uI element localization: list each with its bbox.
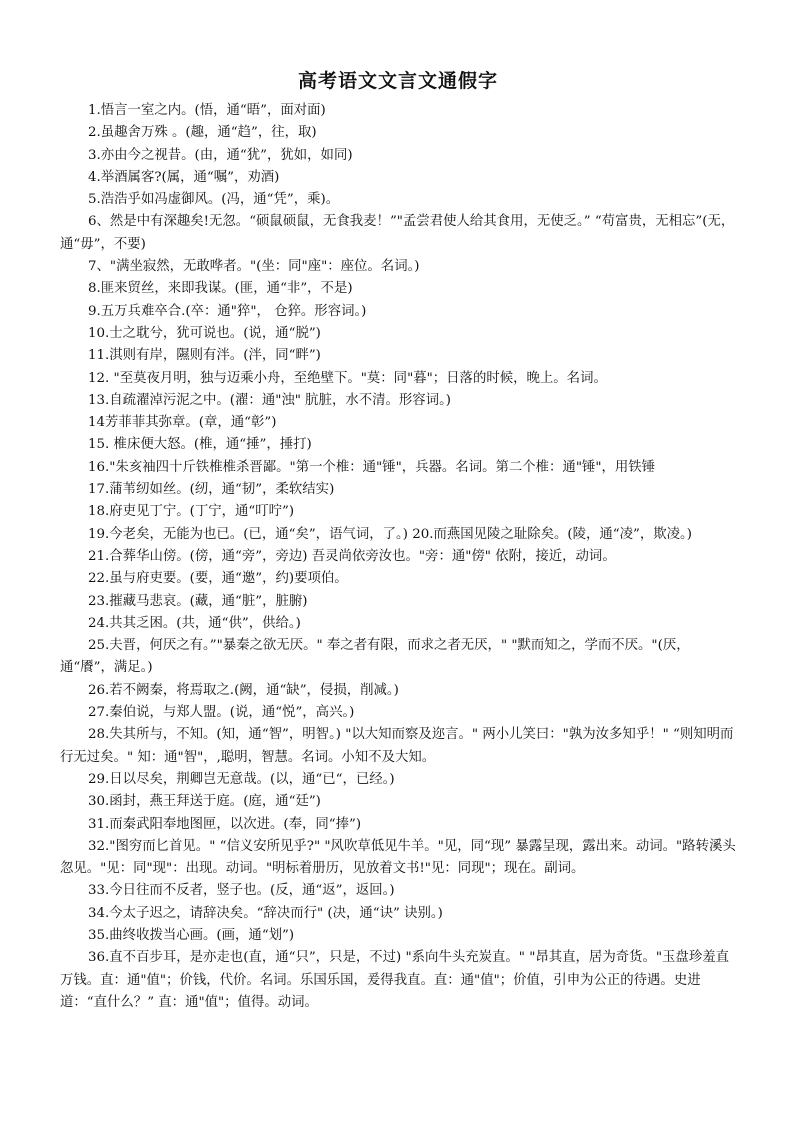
list-item: 9.五万兵难卒合.(卒：通"猝"， 仓猝。形容词。) — [88, 303, 367, 319]
list-item: 34.今太子迟之，请辞决矣。“辞决而行" (决，通“诀” 诀别。) — [88, 905, 443, 921]
list-item: 10.士之耽兮，犹可说也。(说，通“脱”) — [88, 325, 321, 341]
list-item: 5.浩浩乎如冯虚御风。(冯，通“凭”，乘)。 — [88, 192, 340, 208]
list-item: 18.府吏见丁宁。(丁宁，通“叮咛”) — [88, 504, 295, 520]
list-item: 8.匪来贸丝，来即我谋。(匪，通“非”，不是) — [88, 281, 353, 297]
list-item: 31.而秦武阳奉地图匣，以次进。(奉，同“捧”) — [88, 816, 362, 832]
list-item: 17.蒲苇纫如丝。(纫，通“韧”，柔软结实) — [88, 482, 335, 498]
list-item: 26.若不阙秦，将焉取之.(阙，通“缺”，侵损，削减。) — [88, 682, 399, 698]
list-item: 30.函封，燕王拜送于庭。(庭，通“廷”) — [88, 794, 321, 810]
list-item: 12. "至莫夜月明，独与迈乘小舟，至绝壁下。"莫：同"暮"；日落的时候，晚上。名词。 — [88, 370, 607, 386]
item-list — [60, 100, 736, 1014]
list-item: 4.举酒属客?(属，通“嘱”，劝酒) — [88, 169, 280, 185]
list-item: 23.摧藏马悲哀。(藏，通“脏”，脏腑) — [88, 593, 308, 609]
list-item: 24.共其乏困。(共，通“供”，供给。) — [88, 615, 301, 631]
list-item: 22.虽与府吏要。(要，通“邀”，约)要项伯。 — [88, 571, 348, 587]
list-item: 33.今日往而不反者，竖子也。(反，通“返”，返回。) — [88, 883, 395, 899]
list-item: 36.直不百步耳，是亦走也(直，通“只”，只是，不过) "系向牛头充炭直。" "昂其直，居为奇货。"玉盘珍羞直万钱。直：通"值"；价钱，代价。名词。乐国乐国，爰得我直。直：通"值"；价值，引申为公正的待遇。史进道：“直什么？” 直：通"值"；值得。动词。 — [60, 950, 729, 1010]
list-item: 25.夫晋，何厌之有。”"暴秦之欲无厌。" 奉之者有限，而求之者无厌，" "默而知之，学而不厌。"(厌，通“餍”，满足。) — [60, 638, 690, 676]
list-item: 7、"满坐寂然，无敢哗者。"(坐：同"座"：座位。名词。) — [88, 259, 420, 275]
list-item: 2.虽趣舍万殊 。(趣，通“趋”，往，取) — [88, 125, 317, 141]
list-item: 3.亦由今之视昔。(由，通“犹”，犹如，如同) — [88, 147, 353, 163]
list-item: 19.今老矣，无能为也已。(已，通“矣”，语气词，了。) 20.而燕国见陵之耻除矣。(陵，通“凌”，欺凌。) — [88, 526, 692, 542]
list-item: 28.失其所与，不知。(知，通“智”，明智。) "以大知而察及迩言。" 两小儿笑曰："孰为汝多知乎！" “则知明而行无过矣。" 知：通"智"，,聪明，智慧。名词。小知不及大知。 — [60, 727, 734, 765]
list-item: 29.日以尽矣，荆卿岂无意哉。(以，通“已“，已经。) — [88, 771, 395, 787]
page-title: 高考语文文言文通假字 — [297, 70, 498, 92]
list-item: 35.曲终收拨当心画。(画，通“划”) — [88, 927, 295, 943]
list-item: 15. 椎床便大怒。(椎，通“捶”，捶打) — [88, 437, 312, 453]
list-item: 6、然是中有深趣矣!无忽。“硕鼠硕鼠，无食我麦！”"孟尝君使人给其食用，无使乏。” “苟富贵，无相忘”(无，通“毋”，不要) — [60, 214, 735, 252]
list-item: 13.自疏濯淖污泥之中。(濯：通"浊" 肮脏，水不清。形容词。) — [88, 392, 451, 408]
list-item: 27.秦伯说，与郑人盟。(说，通“悦”，高兴。) — [88, 705, 355, 721]
list-item: 16."朱亥袖四十斤铁椎椎杀晋鄙。"第一个椎：通"锤"，兵器。名词。第二个椎：通"锤"，用铁锤 — [88, 459, 656, 475]
list-item: 14芳菲菲其弥章。(章，通“彰”) — [88, 415, 277, 431]
list-item: 32."图穷而匕首见。" “信义安所见乎?" "风吹草低见牛羊。"见，同“现” 暴露呈现，露出来。动词。"路转溪头忽见。"见：同"现"：出现。动词。"明标着册历，见放着文书!"见：同现"；现在。副词。 — [60, 838, 736, 877]
list-item: 1.悟言一室之内。(悟，通“晤”，面对面) — [88, 103, 326, 118]
list-item: 11.淇则有岸，隰则有泮。(泮，同“畔”) — [88, 348, 321, 364]
document-page — [60, 66, 736, 1014]
list-item: 21.合葬华山傍。(傍，通“旁”，旁边) 吾灵尚依旁汝也。"旁：通"傍" 依附，接近，动词。 — [88, 548, 616, 564]
